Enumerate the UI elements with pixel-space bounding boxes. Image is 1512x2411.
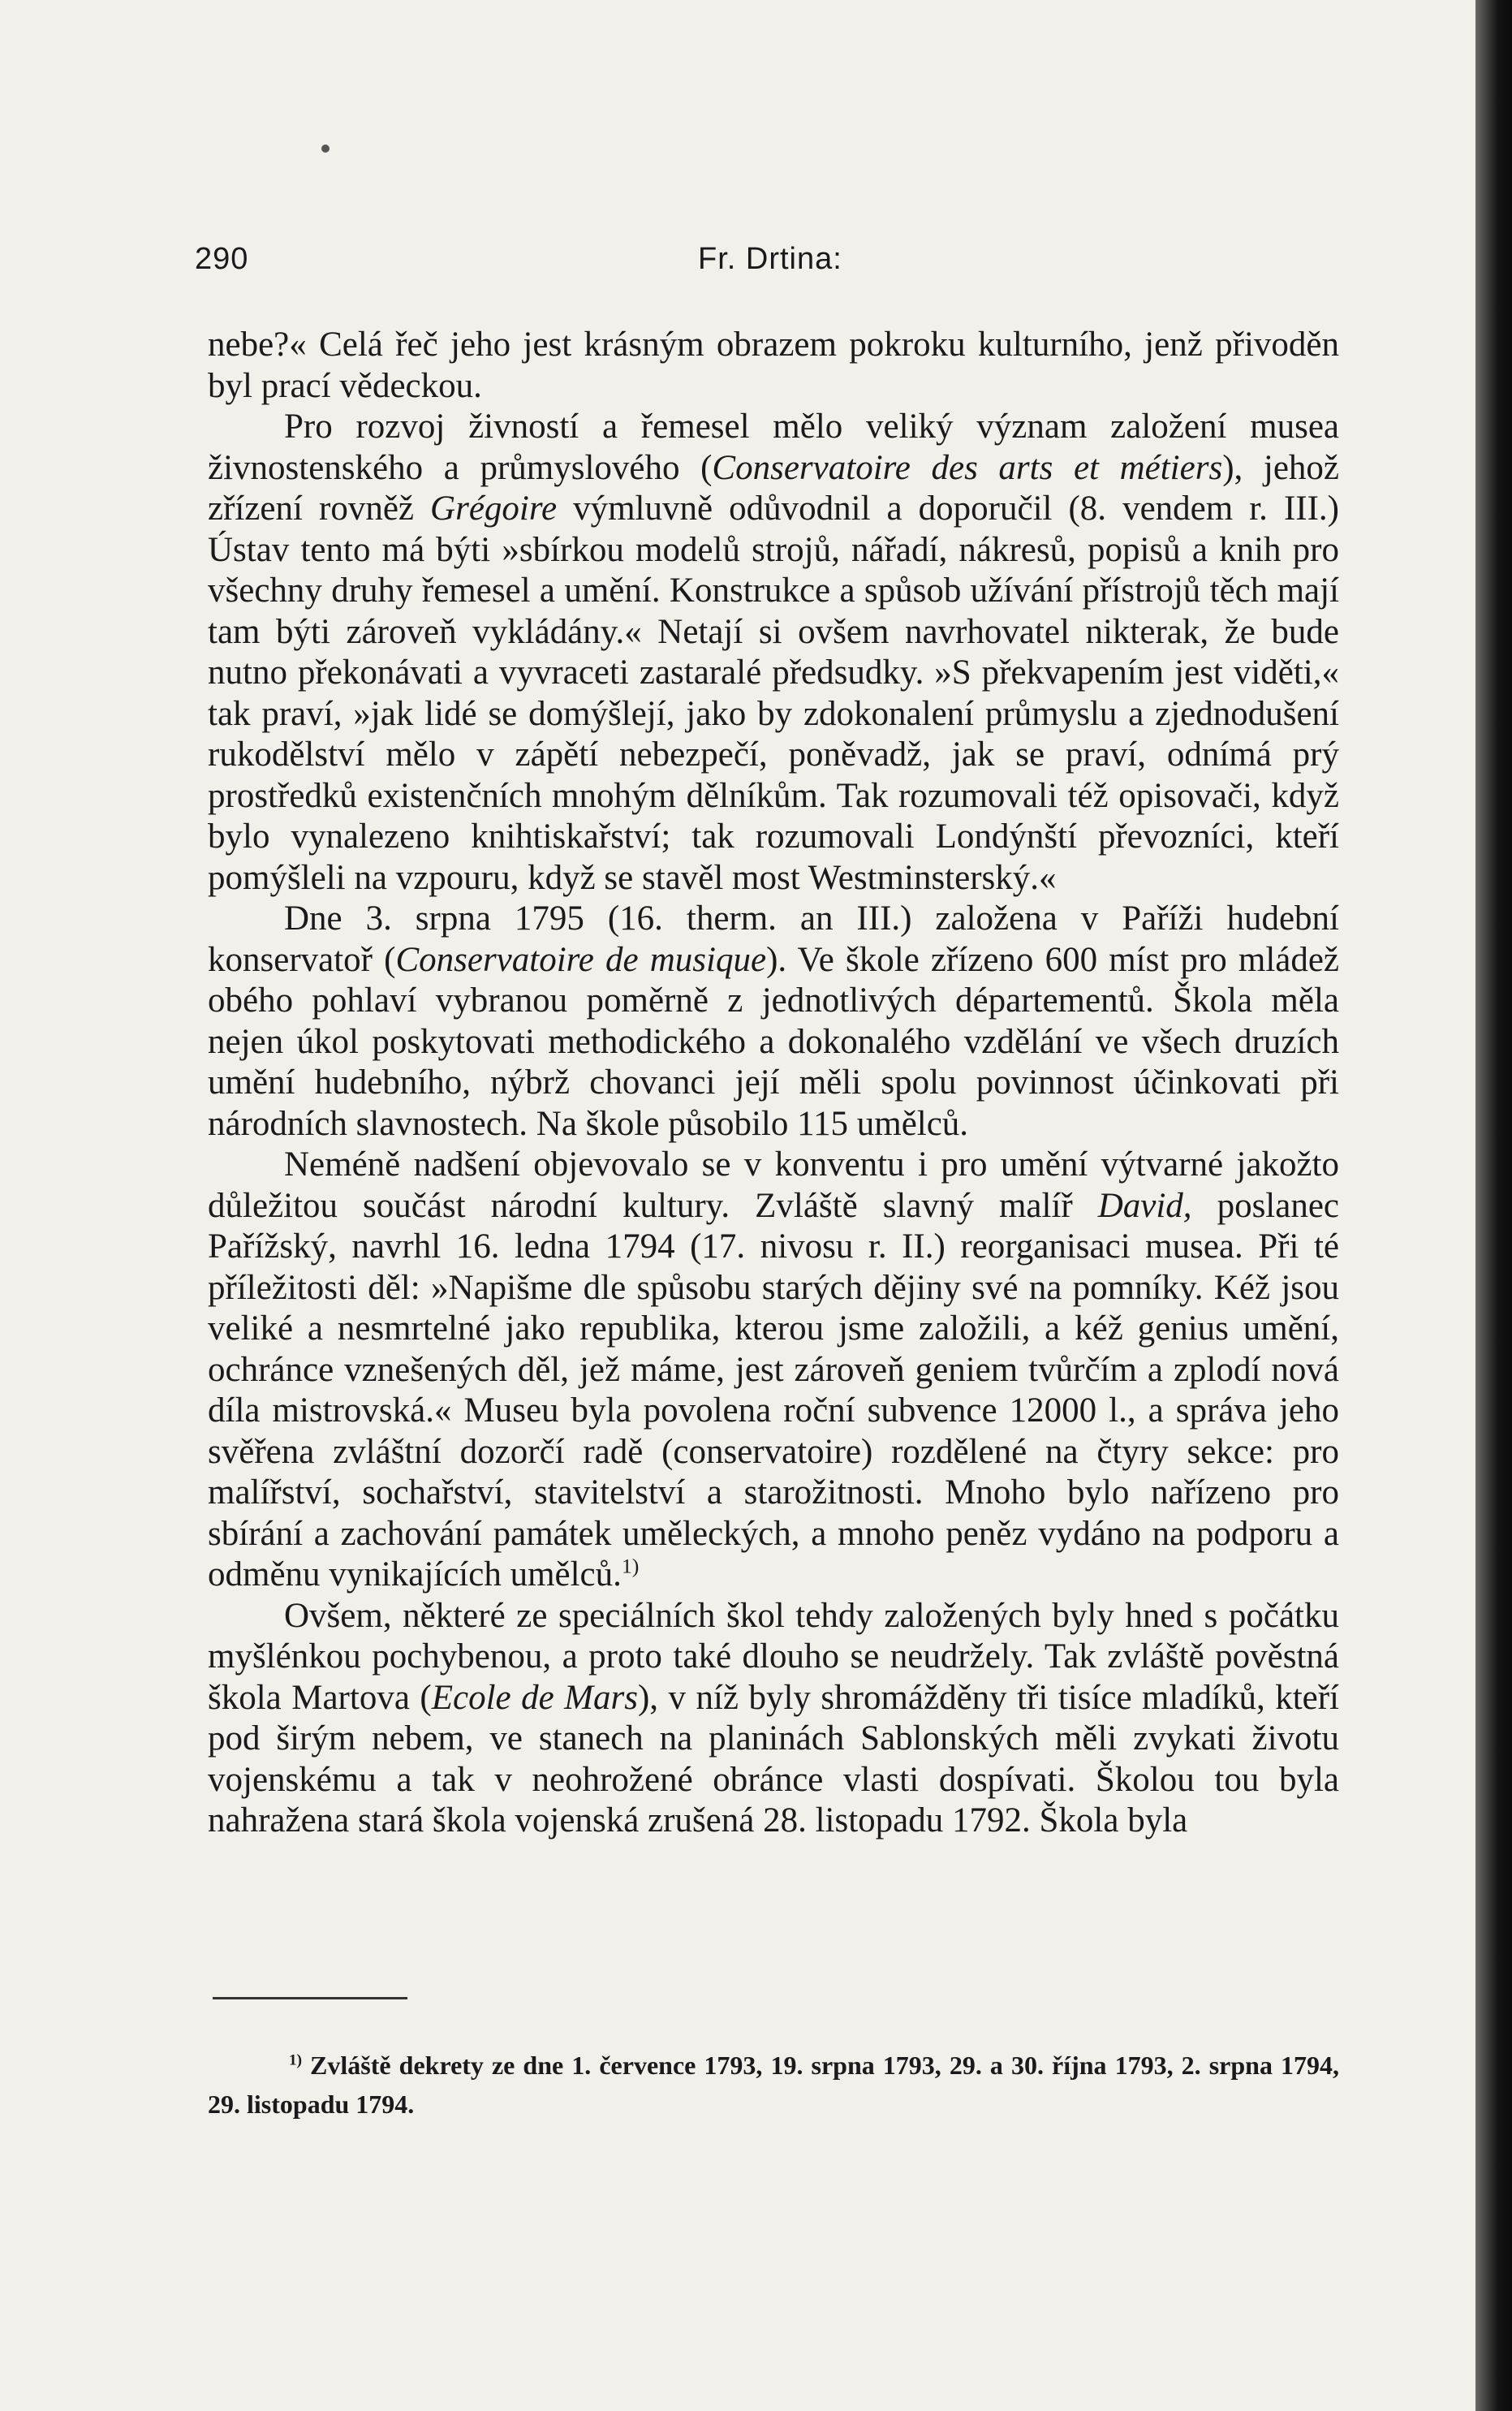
page-header [195,242,1315,291]
footnote-marker: 1) [289,2051,302,2069]
paragraph-5-text-b: ), v níž byly shromážděny tři tisíce mladíků, kteří pod širým nebem, ve stanech na planinách Sablonských měli zvykati životu vojenskému a tak v neohrožené obránce vlasti dospívati. Školou tou byla nahražena stará škola vojenská zrušená 28. listopadu 1792. Škola byla [208,1678,1339,1840]
paragraph-2-italic-title: Conservatoire des arts et métiers [712,448,1223,487]
paragraph-3 [208,899,1339,1145]
paragraph-4 [208,1145,1339,1596]
paragraph-2 [208,407,1339,899]
paragraph-1 [208,325,1339,407]
paragraph-5 [208,1596,1339,1842]
footnote-text: Zvláště dekrety ze dne 1. července 1793, 19. srpna 1793, 29. a 30. října 1793, 2. srpna 1794, 29. listopadu 1794. [208,2051,1340,2119]
paragraph-3-italic-title: Conservatoire de musique [395,940,767,979]
paragraph-5-italic-title: Ecole de Mars [431,1678,638,1717]
footnote-divider [213,1997,407,1999]
paragraph-5-text-a: Ovšem, některé ze speciálních škol tehdy založených byly hned s počátku myšlénkou pochybenou, a proto také dlouho se neudržely. Tak zvláště pověstná škola Martova ( [208,1596,1339,1717]
paragraph-4-italic-name: David, [1097,1186,1192,1225]
footnote [208,2046,1339,2124]
paragraph-1-text: nebe?« Celá řeč jeho jest krásným obrazem pokroku kulturního, jenž přivoděn byl prací vědeckou. [208,326,1339,405]
scan-edge-shadow [1475,0,1512,2411]
paragraph-4-text-b: poslanec Pařížský, navrhl 16. ledna 1794 (17. nivosu r. II.) reorganisaci musea. Při té příležitosti děl: »Napišme dle spůsobu starých dějiny své na pomníky. Kéž jsou veliké a nesmrtelné jako republika, kterou jsme založili, a kéž genius umění, ochránce vznešených děl, jež máme, jest zároveň geniem tvůrčím a zplodí nová díla mistrovská.« Museu byla povolena roční subvence 12000 l., a správa jeho svěřena zvláštní dozorčí radě (conservatoire) rozdělené na čtyry sekce: pro malířství, sochařství, stavitelství a starožitnosti. Mnoho bylo nařízeno pro sbírání a zachování památek uměleckých, a mnoho peněz vydáno na podporu a odměnu vynikajících umělců. [208,1186,1340,1594]
ink-speck [321,144,330,153]
paragraph-3-text-b: ). Ve škole zřízeno 600 míst pro mládež obého pohlaví vybranou poměrně z jednotlivých départementů. Škola měla nejen úkol poskytovati methodického a dokonalého vzdělání ve všech druzích umění hudebního, nýbrž chovanci její měli spolu povinnost účinkovati při národních slavnostech. Na škole působilo 115 umělců. [208,940,1340,1143]
body-text [208,325,1339,1842]
paragraph-2-text-b: ), jehož zřízení rovněž [208,448,1339,528]
paragraph-2-italic-name: Grégoire [430,490,558,528]
footnote-reference: 1) [621,1554,640,1578]
page-number: 290 [195,242,249,276]
paragraph-3-text-a: Dne 3. srpna 1795 (16. therm. an III.) založena v Paříži hudební konservatoř ( [208,899,1339,979]
paragraph-2-text-c: výmluvně odůvodnil a doporučil (8. vendem r. III.) Ústav tento má býti »sbírkou modelů strojů, nářadí, nákresů, popisů a knih pro všechny druhy řemesel a umění. Konstrukce a spůsob užívání přístrojů těch mají tam býti zároveň vykládány.« Netají si ovšem navrhovatel nikterak, že bude nutno překonávati a vyvraceti zastaralé předsudky. »S překvapením jest viděti,« tak praví, »jak lidé se domýšlejí, jako by zdokonalení průmyslu a zjednodušení rukodělství mělo v zápětí nebezpečí, poněvadž, jak se praví, odnímá prý prostředků existenčních mnohým dělníkům. Tak rozumovali též opisovači, když bylo vynalezeno knihtiskařství; tak rozumovali Londýnští převozníci, kteří pomýšleli na vzpouru, když se stavěl most Westminsterský.« [208,490,1339,897]
paragraph-2-text-a: Pro rozvoj živností a řemesel mělo veliký význam založení musea živnostenského a průmyslového ( [208,408,1339,487]
paragraph-4-text-a: Neméně nadšení objevovalo se v konventu i pro umění výtvarné jakožto důležitou součást národní kultury. Zvláště slavný malíř [208,1145,1339,1225]
running-title: Fr. Drtina: [698,242,842,276]
